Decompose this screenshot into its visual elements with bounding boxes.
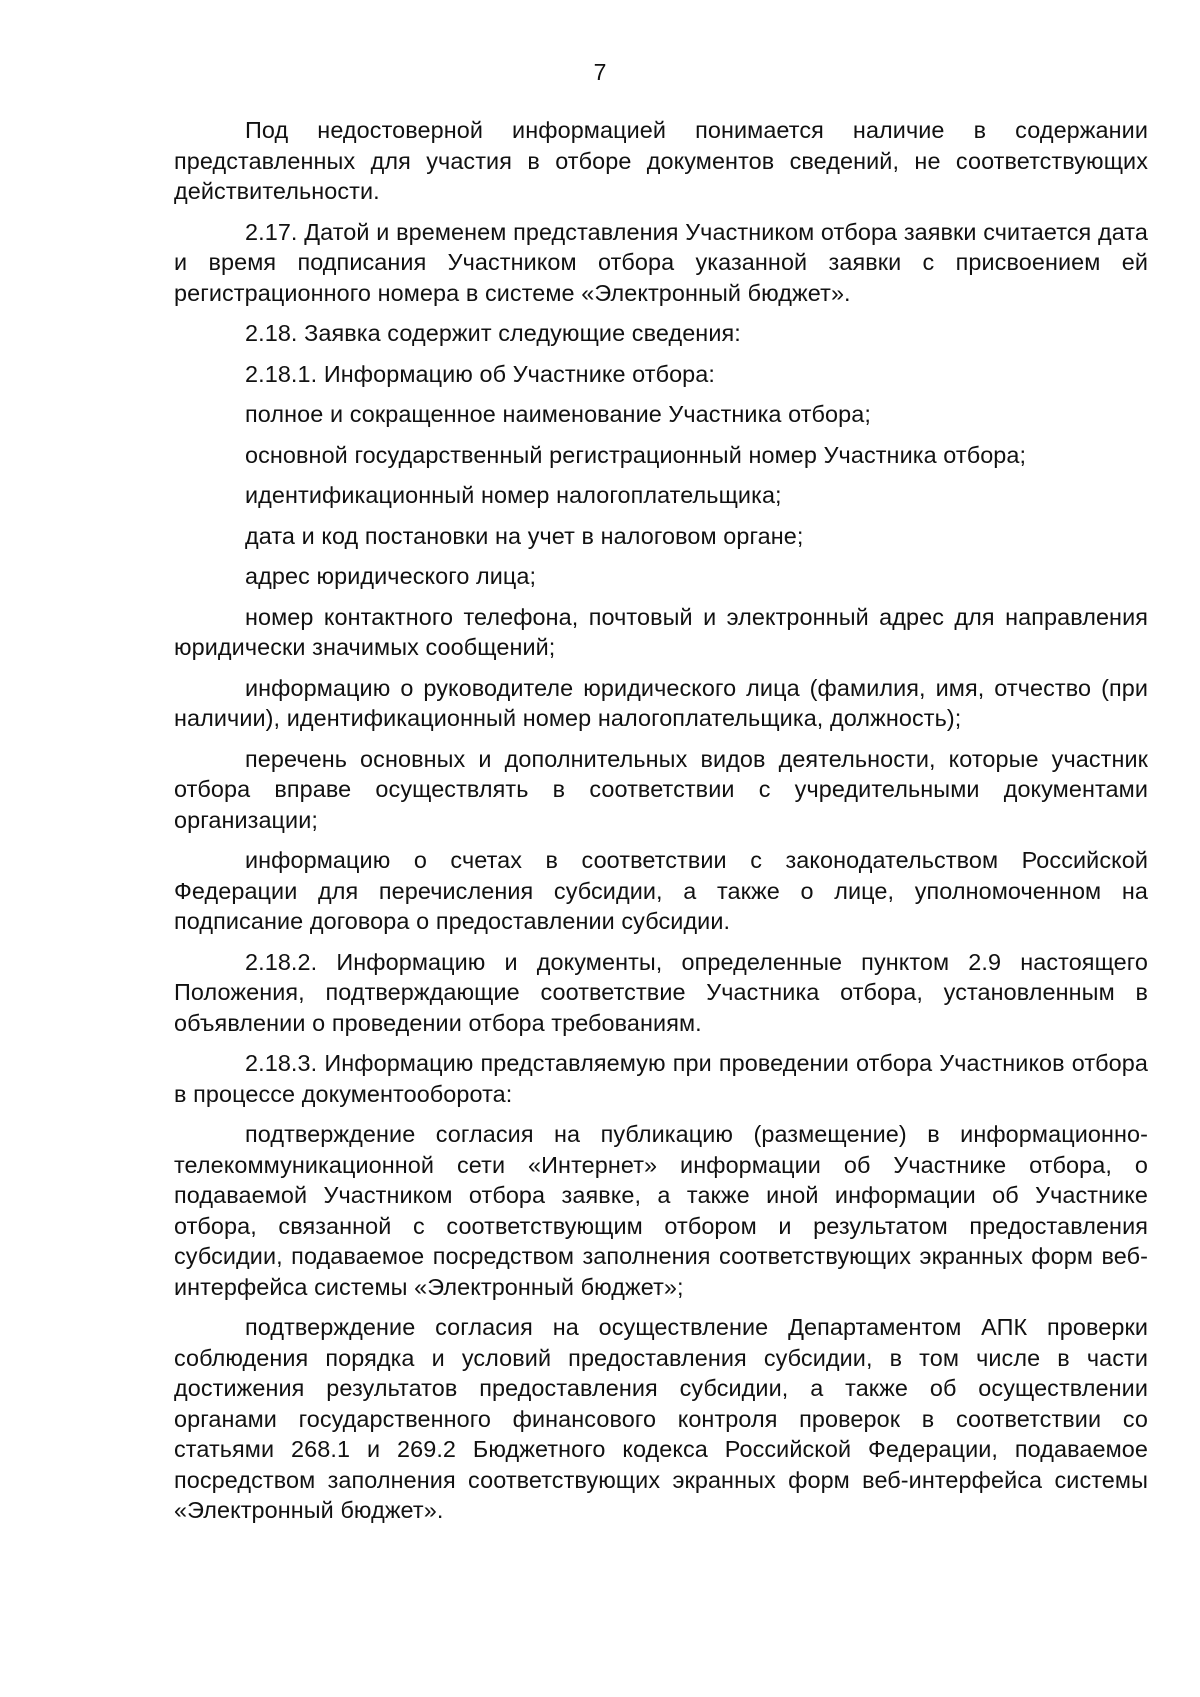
list-item-ogrn: основной государственный регистрационный номер Участника отбора; [245, 441, 1027, 468]
list-item-director: информацию о руководителе юридического лица (фамилия, имя, отчество (при наличии), идентификационный номер налогоплательщика, должность); [174, 674, 1148, 731]
list-item-inn: идентификационный номер налогоплательщика; [245, 482, 782, 508]
document-body [174, 115, 1148, 1536]
list-item-contacts: номер контактного телефона, почтовый и электронный адрес для направления юридически значимых сообщений; [174, 603, 1148, 660]
list-item-address: адрес юридического лица; [245, 563, 537, 589]
paragraph-definition: Под недостоверной информацией понимается наличие в содержании представленных для участия в отборе документов сведений, не соответствующих действительности. [174, 117, 1148, 204]
list-item-accounts: информацию о счетах в соответствии с законодательством Российской Федерации для перечисления субсидии, а также о лице, уполномоченном на подписание договора о предоставлении субсидии. [174, 847, 1148, 934]
list-item-name: полное и сокращенное наименование Участника отбора; [245, 401, 871, 427]
paragraph-2-18-1: 2.18.1. Информацию об Участнике отбора: [245, 360, 715, 387]
paragraph-2-18-2: 2.18.2. Информацию и документы, определенные пунктом 2.9 настоящего Положения, подтверждающие соответствие Участника отбора, установленным в объявлении о проведении отбора требованиям. [174, 948, 1148, 1036]
paragraph-2-18: 2.18. Заявка содержит следующие сведения: [245, 320, 741, 346]
paragraph-2-18-3: 2.18.3. Информацию представляемую при проведении отбора Участников отбора в процессе документооборота: [174, 1050, 1148, 1107]
paragraph-2-17: 2.17. Датой и временем представления Участником отбора заявки считается дата и время подписания Участником отбора указанной заявки с присвоением ей регистрационного номера в системе «Электронный бюджет». [174, 218, 1148, 306]
list-item-tax-registration: дата и код постановки на учет в налоговом органе; [245, 522, 804, 549]
list-item-audit-consent: подтверждение согласия на осуществление Департаментом АПК проверки соблюдения порядка и условий предоставления субсидии, в том числе в части достижения результатов предоставления субсидии, а также об осуществлении органами государственного финансового контроля проверок в соответствии со статьями 268.1 и 269.2 Бюджетного кодекса Российской Федерации, подаваемое посредством заполнения соответствующих экранных форм веб-интерфейса системы «Электронный бюджет». [174, 1314, 1148, 1523]
list-item-activities: перечень основных и дополнительных видов деятельности, которые участник отбора вправе осуществлять в соответствии с учредительными документами организации; [174, 745, 1148, 833]
page-number: 7 [593, 59, 607, 85]
list-item-publication-consent: подтверждение согласия на публикацию (размещение) в информационно-телекоммуникационной сети «Интернет» информации об Участнике отбора, о подаваемой Участником отбора заявке, а также иной информации об Участнике отбора, связанной с соответствующим отбором и результатом предоставления субсидии, подаваемое посредством заполнения соответствующих экранных форм веб-интерфейса системы «Электронный бюджет»; [174, 1121, 1148, 1300]
